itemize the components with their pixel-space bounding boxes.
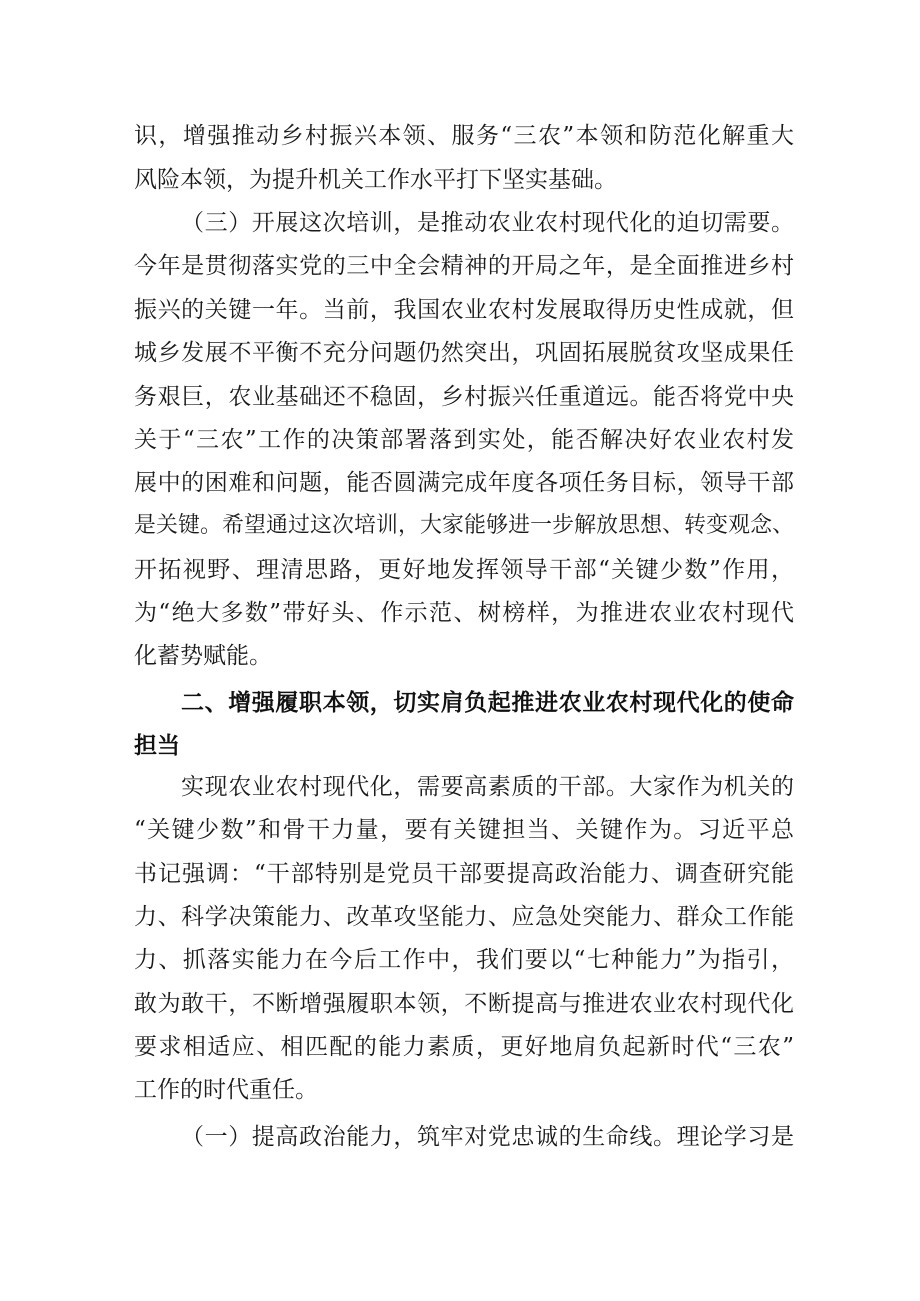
text-line: 识，增强推动乡村振兴本领、服务“三农”本领和防范化解重大 <box>134 123 794 149</box>
text-line: 展中的困难和问题，能否圆满完成年度各项任务目标，领导干部 <box>134 470 794 496</box>
text-line: 力、抓落实能力在今后工作中，我们要以“七种能力”为指引， <box>134 947 794 973</box>
section-heading-continuation: 担当 <box>134 733 180 759</box>
text-line: 要求相适应、相匹配的能力素质，更好地肩负起新时代“三农” <box>134 1034 794 1060</box>
text-line: 城乡发展不平衡不充分问题仍然突出，巩固拓展脱贫攻坚成果任 <box>134 340 794 366</box>
text-line: 为“绝大多数”带好头、作示范、树榜样，为推进农业农村现代 <box>134 600 794 626</box>
text-line: 是关键。希望通过这次培训，大家能够进一步解放思想、转变观念、 <box>134 513 794 538</box>
text-line: “关键少数”和骨干力量，要有关键担当、关键作为。习近平总 <box>134 817 794 843</box>
text-line: 工作的时代重任。 <box>134 1077 318 1103</box>
text-line: 敢为敢干，不断增强履职本领，不断提高与推进农业农村现代化 <box>134 991 794 1017</box>
text-line: 振兴的关键一年。当前，我国农业农村发展取得历史性成就，但 <box>134 297 794 323</box>
text-line: 关于“三农”工作的决策部署落到实处，能否解决好农业农村发 <box>134 427 794 453</box>
text-line: 务艰巨，农业基础还不稳固，乡村振兴任重道远。能否将党中央 <box>134 384 794 410</box>
section-heading: 二、增强履职本领，切实肩负起推进农业农村现代化的使命 <box>181 690 794 716</box>
paragraph-start-line: （三）开展这次培训，是推动农业农村现代化的迫切需要。 <box>181 210 794 236</box>
text-line: 今年是贯彻落实党的三中全会精神的开局之年，是全面推进乡村 <box>134 253 794 279</box>
text-line: 书记强调：“干部特别是党员干部要提高政治能力、调查研究能 <box>134 861 794 887</box>
text-line: 力、科学决策能力、改革攻坚能力、应急处突能力、群众工作能 <box>134 904 794 930</box>
text-line: 化蓄势赋能。 <box>134 643 272 669</box>
text-line: 风险本领，为提升机关工作水平打下坚实基础。 <box>134 167 617 193</box>
paragraph-start-line: 实现农业农村现代化，需要高素质的干部。大家作为机关的 <box>181 774 794 800</box>
text-line: 开拓视野、理清思路，更好地发挥领导干部“关键少数”作用， <box>134 557 794 583</box>
paragraph-start-line: （一）提高政治能力，筑牢对党忠诚的生命线。理论学习是 <box>181 1124 794 1150</box>
